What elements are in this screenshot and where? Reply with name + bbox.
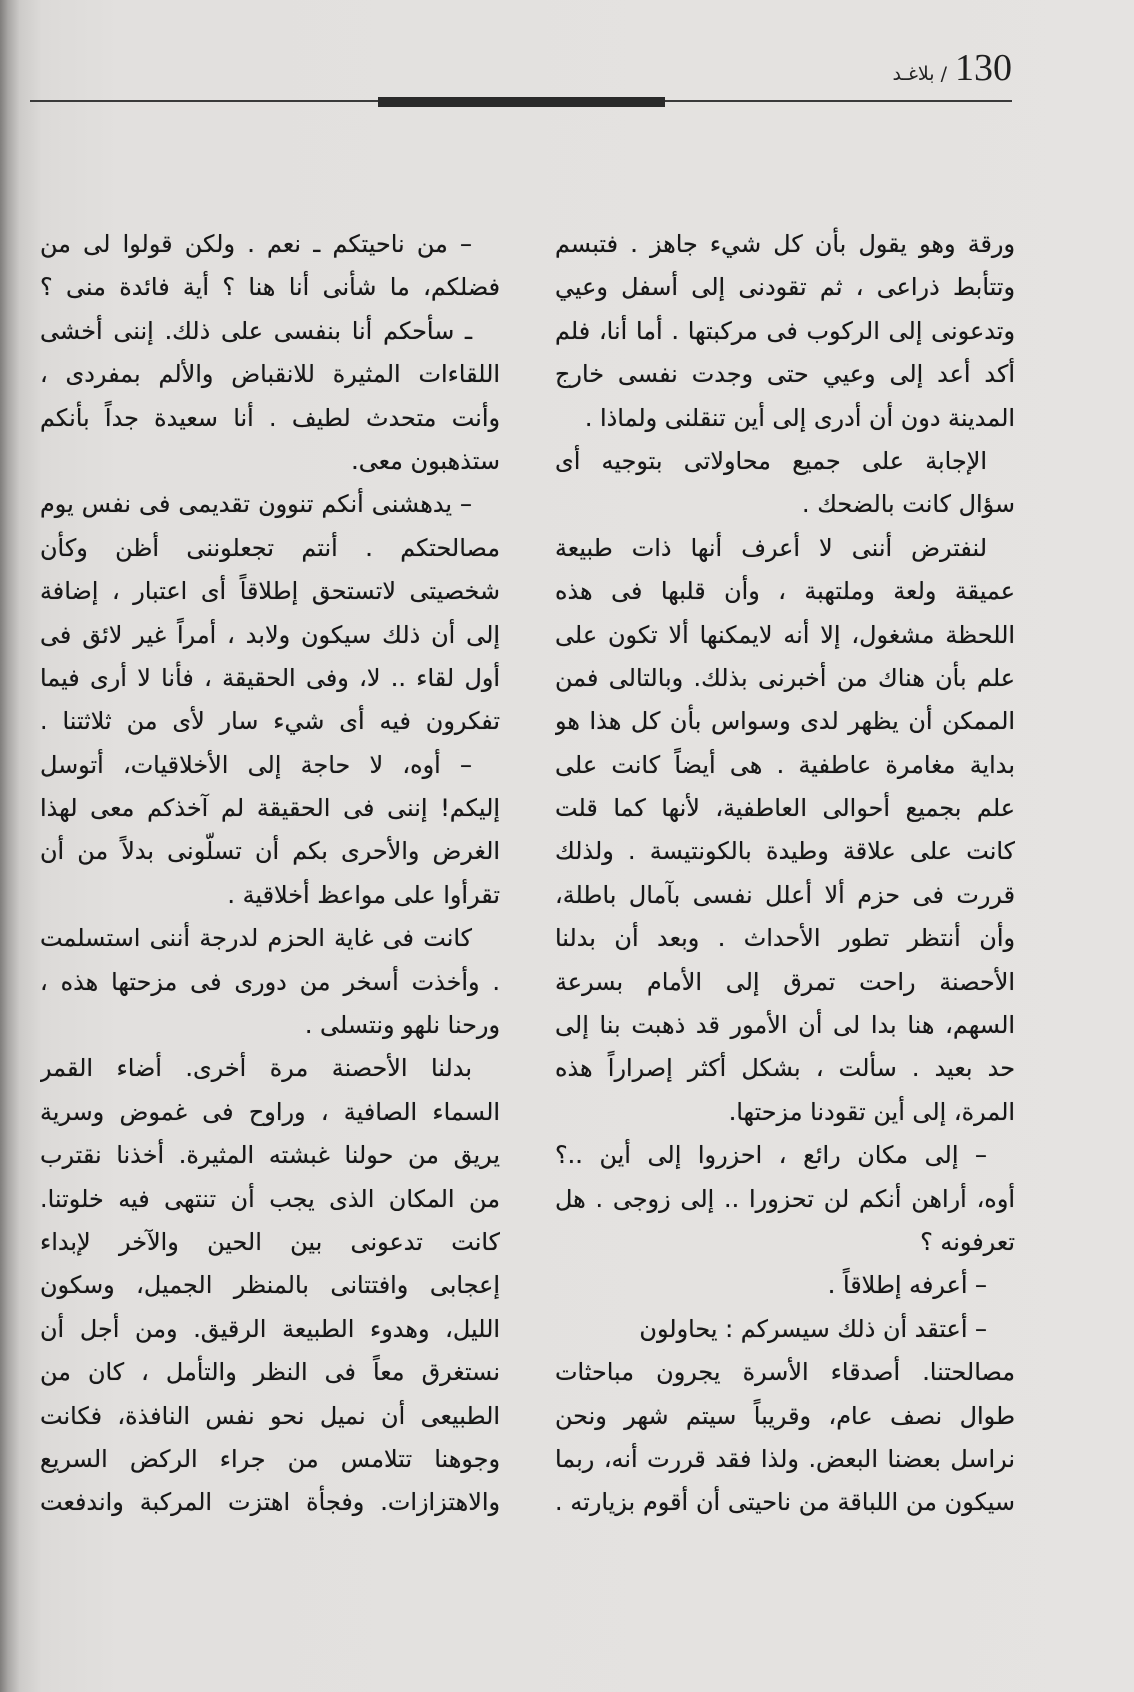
left-column-line: إلى أن ذلك سيكون ولابد ، أمراً غير لائق فى [40,620,500,649]
left-column-line: اللقاءات المثيرة للانقباض والألم بمفردى ، [40,360,500,389]
left-column-line: مصالحتكم . أنتم تجعلوننى أظن وكأن [40,533,500,562]
right-column-line: الأحصنة راحت تمرق إلى الأمام بسرعة [555,967,1015,996]
left-column-line: والاهتزازات. وفجأة اهتزت المركبة واندفعت [40,1488,500,1517]
right-column-line: بداية مغامرة عاطفية . هى أيضاً كانت على [555,750,1015,779]
right-column-line: – أعتقد أن ذلك سيسركم : يحاولون [639,1314,987,1343]
right-column-line: المدينة دون أن أدرى إلى أين تنقلنى ولماذا . [584,403,1015,432]
right-column-line: – أعرفه إطلاقاً . [827,1271,987,1300]
right-column-line: عميقة ولعة وملتهبة ، وأن قلبها فى هذه [555,577,1015,606]
left-column-line: الليل، وهدوء الطبيعة الرقيق. ومن أجل أن [40,1314,500,1343]
page-header [892,46,1012,90]
right-column-line: سيكون من اللباقة من ناحيتى أن أقوم بزيارته . [555,1488,1015,1517]
right-column-line: المرة، إلى أين تقودنا مزحتها. [728,1097,1015,1126]
left-column-line: – من ناحيتكم ـ نعم . ولكن قولوا لى من [40,230,472,258]
left-column-line: الغرض والأحرى بكم أن تسلّونى بدلاً من أن [40,837,500,866]
right-column-line: السهم، هنا بدا لى أن الأمور قد ذهبت بنا إلى [555,1011,1015,1040]
right-column-line: علم بجميع أحوالى العاطفية، لأنها كما قلت [555,794,1015,823]
right-column [555,223,1015,1525]
right-column-line: سؤال كانت بالضحك . [802,490,1015,519]
left-column-line: – أوه، لا حاجة إلى الأخلاقيات، أتوسل [40,750,472,779]
left-column-line: – يدهشنى أنكم تنوون تقديمى فى نفس يوم [40,490,472,519]
right-column-line: أكد أعد إلى وعيي حتى وجدت نفسى خارج [555,360,1015,389]
right-column-line: حد بعيد . سألت ، بشكل أكثر إصراراً هذه [555,1054,1015,1083]
page-number: 130 [955,47,1012,89]
running-title: / بلاغـد [892,63,947,85]
left-column [40,223,500,1525]
right-column-line: تعرفونه ؟ [920,1227,1015,1256]
left-column-line: تفكرون فيه أى شيء سار لأى من ثلاثتنا . [40,707,500,736]
right-column-line: لنفترض أننى لا أعرف أنها ذات طبيعة [555,533,987,562]
left-column-line: ستذهبون معى. [351,446,500,475]
left-column-line: إعجابى وافتتانى بالمنظر الجميل، وسكون [40,1271,500,1300]
right-column-line: ورقة وهو يقول بأن كل شيء جاهز . فتبسم [555,230,1015,258]
right-column-line: الإجابة على جميع محاولاتى بتوجيه أى [555,446,987,475]
right-column-line: وأن أنتظر تطور الأحداث . وبعد أن بدلنا [555,924,1015,953]
right-column-line: – إلى مكان رائع ، احزروا إلى أين ..؟ [555,1141,987,1170]
right-column-line: طوال نصف عام، وقريباً سيتم شهر ونحن [555,1401,1015,1430]
left-column-line: السماء الصافية ، وراوح فى غموض وسرية [40,1097,500,1126]
right-column-line: نراسل بعضنا البعض. ولذا فقد قررت أنه، ربما [555,1444,1015,1473]
left-column-line: وجوهنا تتلامس من جراء الركض السريع [40,1444,500,1473]
header-rule-bar [378,97,665,107]
left-column-line: تقرأوا على مواعظ أخلاقية . [227,880,500,909]
left-column-line: كانت فى غاية الحزم لدرجة أننى استسلمت [40,924,472,953]
left-column-line: شخصيتى لاتستحق إطلاقاً أى اعتبار ، إضافة [40,577,500,606]
left-column-line: أول لقاء .. لا، وفى الحقيقة ، فأنا لا أرى فيما [40,663,500,692]
left-column-line: كانت تدعونى بين الحين والآخر لإبداء [40,1227,500,1256]
left-column-line: الطبيعى أن نميل نحو نفس النافذة، فكانت [40,1401,500,1430]
right-column-line: وتتأبط ذراعى ، ثم تقودنى إلى أسفل وعيي [555,273,1015,302]
left-column-line: وأنت متحدث لطيف . أنا سعيدة جداً بأنكم [40,403,500,432]
right-column-line: وتدعونى إلى الركوب فى مركبتها . أما أنا، فلم [555,316,1015,345]
right-column-line: قررت فى حزم ألا أعلل نفسى بآمال باطلة، [555,880,1015,909]
right-column-line: مصالحتنا. أصدقاء الأسرة يجرون مباحثات [555,1358,1015,1387]
right-column-line: أوه، أراهن أنكم لن تحزورا .. إلى زوجى . هل [555,1184,1015,1213]
left-column-line: فضلكم، ما شأنى أنا هنا ؟ أية فائدة منى ؟ [40,273,500,302]
left-column-line: . وأخذت أسخر من دورى فى مزحتها هذه ، [40,967,500,996]
right-column-line: علم بأن هناك من أخبرنى بذلك. وبالتالى فمن [555,663,1015,692]
left-column-line: بدلنا الأحصنة مرة أخرى. أضاء القمر [40,1054,472,1083]
left-column-line: نستغرق معاً فى النظر والتأمل ، كان من [40,1358,500,1387]
left-column-line: إليكم! إننى فى الحقيقة لم آخذكم معى لهذا [40,794,500,823]
right-column-line: الممكن أن يظهر لدى وسواس بأن كل هذا هو [555,707,1015,736]
left-column-line: يريق من حولنا غبشته المثيرة. أخذنا نقترب [40,1141,500,1170]
right-column-line: كانت على علاقة وطيدة بالكونتيسة . ولذلك [555,837,1015,866]
left-column-line: ورحنا نلهو ونتسلى . [304,1011,500,1040]
left-column-line: من المكان الذى يجب أن تنتهى فيه خلوتنا. [40,1184,500,1213]
left-column-line: ـ سأحكم أنا بنفسى على ذلك. إننى أخشى [40,316,472,345]
right-column-line: اللحظة مشغول، إلا أنه لايمكنها ألا تكون على [555,620,1015,649]
